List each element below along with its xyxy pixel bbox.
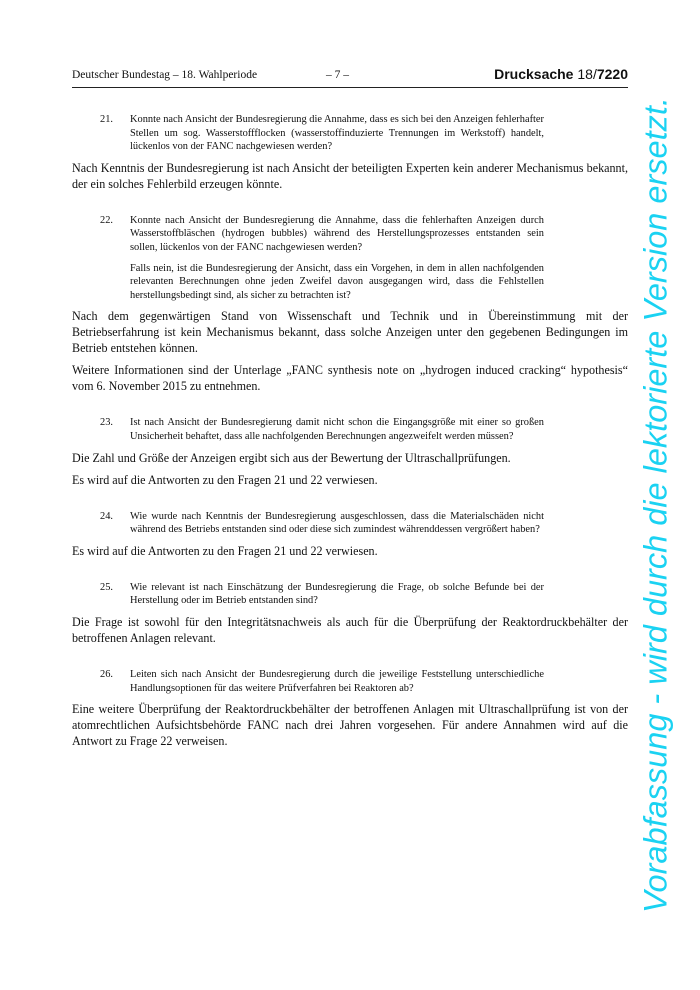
doc-label: Drucksache bbox=[494, 66, 574, 82]
answer-23-paragraph-2: Es wird auf die Antworten zu den Fragen 21 und 22 verwiesen. bbox=[72, 472, 378, 487]
question-text: Wie relevant ist nach Einschätzung der Bundesregierung die Frage, ob solche Befunde bei der Herstellung oder im Betrieb entstanden sind? bbox=[130, 581, 544, 607]
question-text: Konnte nach Ansicht der Bundesregierung die Annahme, dass die fehlerhaften Anzeigen durch Wasserstoffbläschen (hydrogen bubbles) während des Herstellungsprozesses entstanden sein sollen, lückenlos von der FANC nachgewiesen werden? bbox=[130, 214, 544, 253]
answer-22-paragraph-2: Weitere Informationen sind der Unterlage „FANC synthesis note on „hydrogen induced cracking“ hypothesis“ vom 6. November 2015 zu entnehmen. bbox=[72, 363, 628, 394]
question-followup: Falls nein, ist die Bundesregierung der Ansicht, dass ein Vorgehen, in dem in allen nachfolgenden relevanten Berechnungen ohne jeden Zweifel davon ausgegangen wird, dass die Fehlstellen herstellungsbedingt sind, als sicher zu betrachten ist? bbox=[130, 262, 544, 301]
doc-number-suffix: 7220 bbox=[596, 66, 628, 82]
document-number bbox=[494, 66, 628, 82]
question-text: Ist nach Ansicht der Bundesregierung damit nicht schon die Eingangsgröße mit einer so großen Unsicherheit behaftet, dass alle nachfolgenden Berechnungen angezweifelt werden müssen? bbox=[130, 417, 544, 442]
answer-21: Nach Kenntnis der Bundesregierung ist nach Ansicht der beteiligten Experten kein anderer Mechanismus bekannt, der ein solches Fehlerbild erzeugen könnte. bbox=[72, 160, 628, 191]
question-text: Konnte nach Ansicht der Bundesregierung die Annahme, dass es sich bei den Anzeigen fehlerhafter Stellen um sog. Wasserstoffflocken (wasserstoffinduzierte Trennungen im Werkstoff) handelt, lückenlos von der FANC nachgewiesen werden? bbox=[130, 114, 544, 153]
question-number: 26. bbox=[100, 668, 113, 680]
question-26 bbox=[100, 668, 544, 695]
page-number: – 7 – bbox=[326, 69, 349, 81]
answer-22-paragraph-1: Nach dem gegenwärtigen Stand von Wissenschaft und Technik und in Übereinstimmung mit der Betriebserfahrung ist kein Mechanismus bekannt, dass solche Anzeigen unter den gegebenen Bedingungen im Betrieb entstehen können. bbox=[72, 309, 628, 356]
answer-23-paragraph-1: Die Zahl und Größe der Anzeigen ergibt sich aus der Bewertung der Ultraschallprüfungen. bbox=[72, 450, 511, 465]
question-21 bbox=[100, 113, 544, 154]
watermark bbox=[628, 97, 684, 913]
question-22 bbox=[100, 214, 544, 303]
answer-25: Die Frage ist sowohl für den Integritätsnachweis als auch für die Überprüfung der Reaktordruckbehälter der betroffenen Anlagen relevant. bbox=[72, 614, 628, 645]
answer-26: Eine weitere Überprüfung der Reaktordruckbehälter der betroffenen Anlagen mit Ultraschallprüfung ist von der atomrechtlichen Aufsichtsbehörde FANC nach drei Jahren vorgesehen. Für andere Annahmen wird auf die Antwort zu Frage 22 verweisen. bbox=[72, 702, 628, 749]
question-text: Leiten sich nach Ansicht der Bundesregierung durch die jeweilige Feststellung unterschiedliche Handlungsoptionen für das weitere Prüfverfahren bei Reaktoren ab? bbox=[130, 668, 544, 694]
question-number: 24. bbox=[100, 510, 113, 522]
doc-number-prefix: 18/ bbox=[577, 66, 597, 82]
watermark-text: Vorabfassung - wird durch die lektorierte Version ersetzt. bbox=[637, 97, 674, 913]
question-24 bbox=[100, 510, 544, 537]
document-body bbox=[72, 113, 628, 749]
question-text: Wie wurde nach Kenntnis der Bundesregierung ausgeschlossen, dass die Materialschäden nicht während des Betriebs entstanden sind oder diese sich zumindest währenddessen vergrößert haben? bbox=[130, 510, 544, 536]
question-number: 23. bbox=[100, 417, 113, 429]
answer-24: Es wird auf die Antworten zu den Fragen 21 und 22 verwiesen. bbox=[72, 543, 378, 558]
question-number: 22. bbox=[100, 214, 113, 226]
question-number: 25. bbox=[100, 581, 113, 593]
question-25 bbox=[100, 581, 544, 608]
question-23 bbox=[100, 416, 544, 443]
question-number: 21. bbox=[100, 114, 113, 125]
page-header bbox=[72, 67, 628, 88]
parliament-label: Deutscher Bundestag – 18. Wahlperiode bbox=[72, 69, 258, 81]
